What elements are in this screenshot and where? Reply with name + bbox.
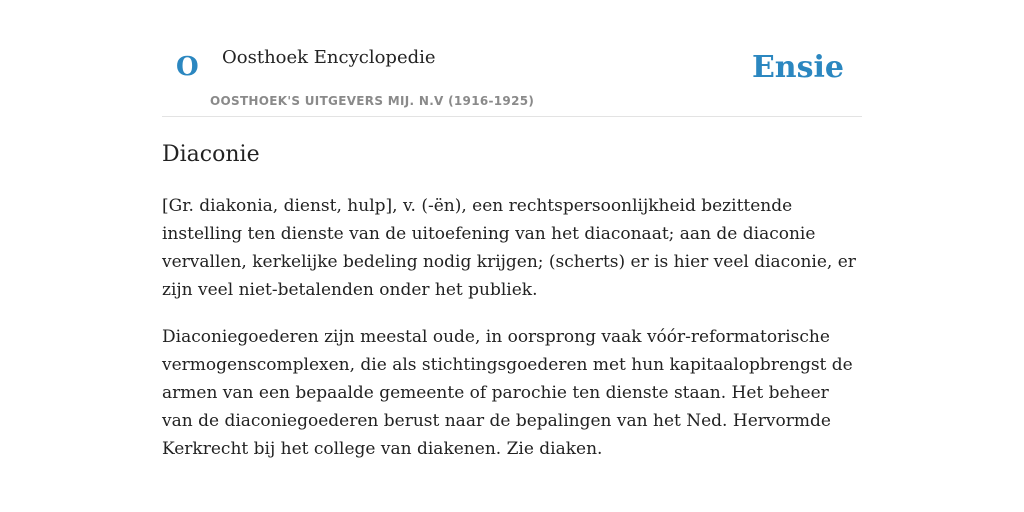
entry-title: Diaconie [162,142,260,167]
entry-paragraph: Diaconiegoederen zijn meestal oude, in oorsprong vaak vóór-reformatorische vermogenscomplexen, die als stichtingsgoederen met hun kapitaalopbrengst de armen van een bepaalde gemeente of parochie ten dienste staan. Het beheer van de diaconiegoederen berust naar de bepalingen van het Ned. Hervormde Kerkrecht bij het college van diakenen. Zie diaken. [162,327,853,459]
book-title-link[interactable]: Oosthoek Encyclopedie [222,47,436,68]
entry-paragraph: [Gr. diakonia, dienst, hulp], v. (-ën), een rechtspersoonlijkheid bezittende instelling ten dienste van de uitoefening van het diaconaat; aan de diaconie vervallen, kerkelijke bedeling nodig krijgen; (scherts) er is hier veel diaconie, er zijn veel niet-betalenden onder het publiek. [162,196,856,300]
publisher-label: OOSTHOEK'S UITGEVERS MIJ. N.V (1916-1925) [210,94,535,108]
site-logo-link[interactable]: Ensie [751,50,844,85]
article [162,140,862,463]
header [162,36,862,117]
book-logo-icon[interactable]: O [176,52,199,82]
